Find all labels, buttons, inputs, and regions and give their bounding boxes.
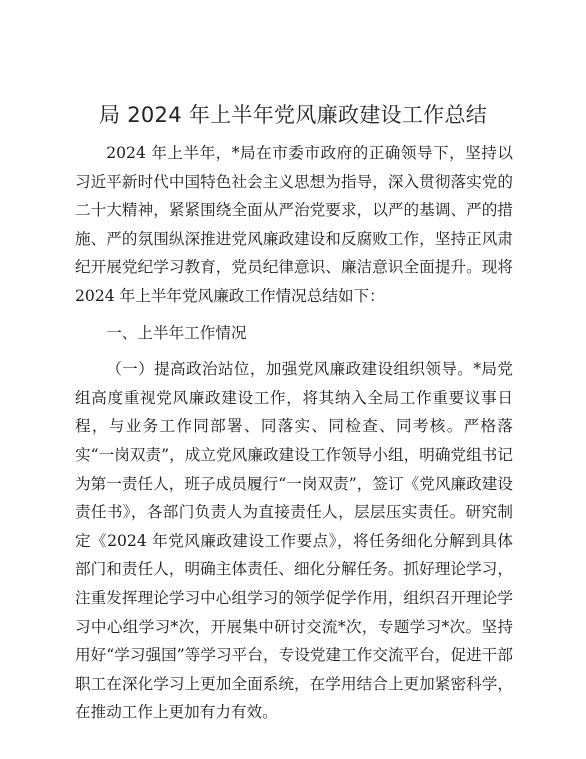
- intro-paragraph: 2024 年上半年，*局在市委市政府的正确领导下，坚持以习近平新时代中国特色社会主义思想为指导，深入贯彻落实党的二十大精神，紧紧围绕全面从严治党要求，以严的基调、严的措施、严的氛围纵深推进党风廉政建设和反腐败工作，坚持正风肃纪开展党纪学习教育，党员纪律意识、廉洁意识全面提升。现将 2024 年上半年党风廉政工作情况总结如下：: [75, 144, 513, 305]
- document-body: [75, 139, 513, 727]
- document-title: 局 2024 年上半年党风廉政建设工作总结: [98, 103, 488, 127]
- section-paragraph: （一）提高政治站位，加强党风廉政建设组织领导。*局党组高度重视党风廉政建设工作，将其纳入全局工作重要议事日程，与业务工作同部署、同落实、同检查、同考核。严格落实“一岗双责”，成立党风廉政建设工作领导小组，明确党组书记为第一责任人，班子成员履行“一岗双责”，签订《党风廉政建设责任书》，各部门负责人为直接责任人，层层压实责任。研究制定《2024 年党风廉政建设工作要点》，将任务细化分解到具体部门和责任人，明确主体责任、细化分解任务。抓好理论学习，注重发挥理论学习中心组学习的领学促学作用，组织召开理论学习中心组学习*次，开展集中研讨交流*次，专题学习*次。坚持用好“学习强国”等学习平台，专设党建工作交流平台，促进干部职工在深化学习上更加全面系统，在学用结合上更加紧密科学，在推动工作上更加有力有效。: [75, 360, 513, 722]
- section-heading: 一、上半年工作情况: [106, 323, 247, 342]
